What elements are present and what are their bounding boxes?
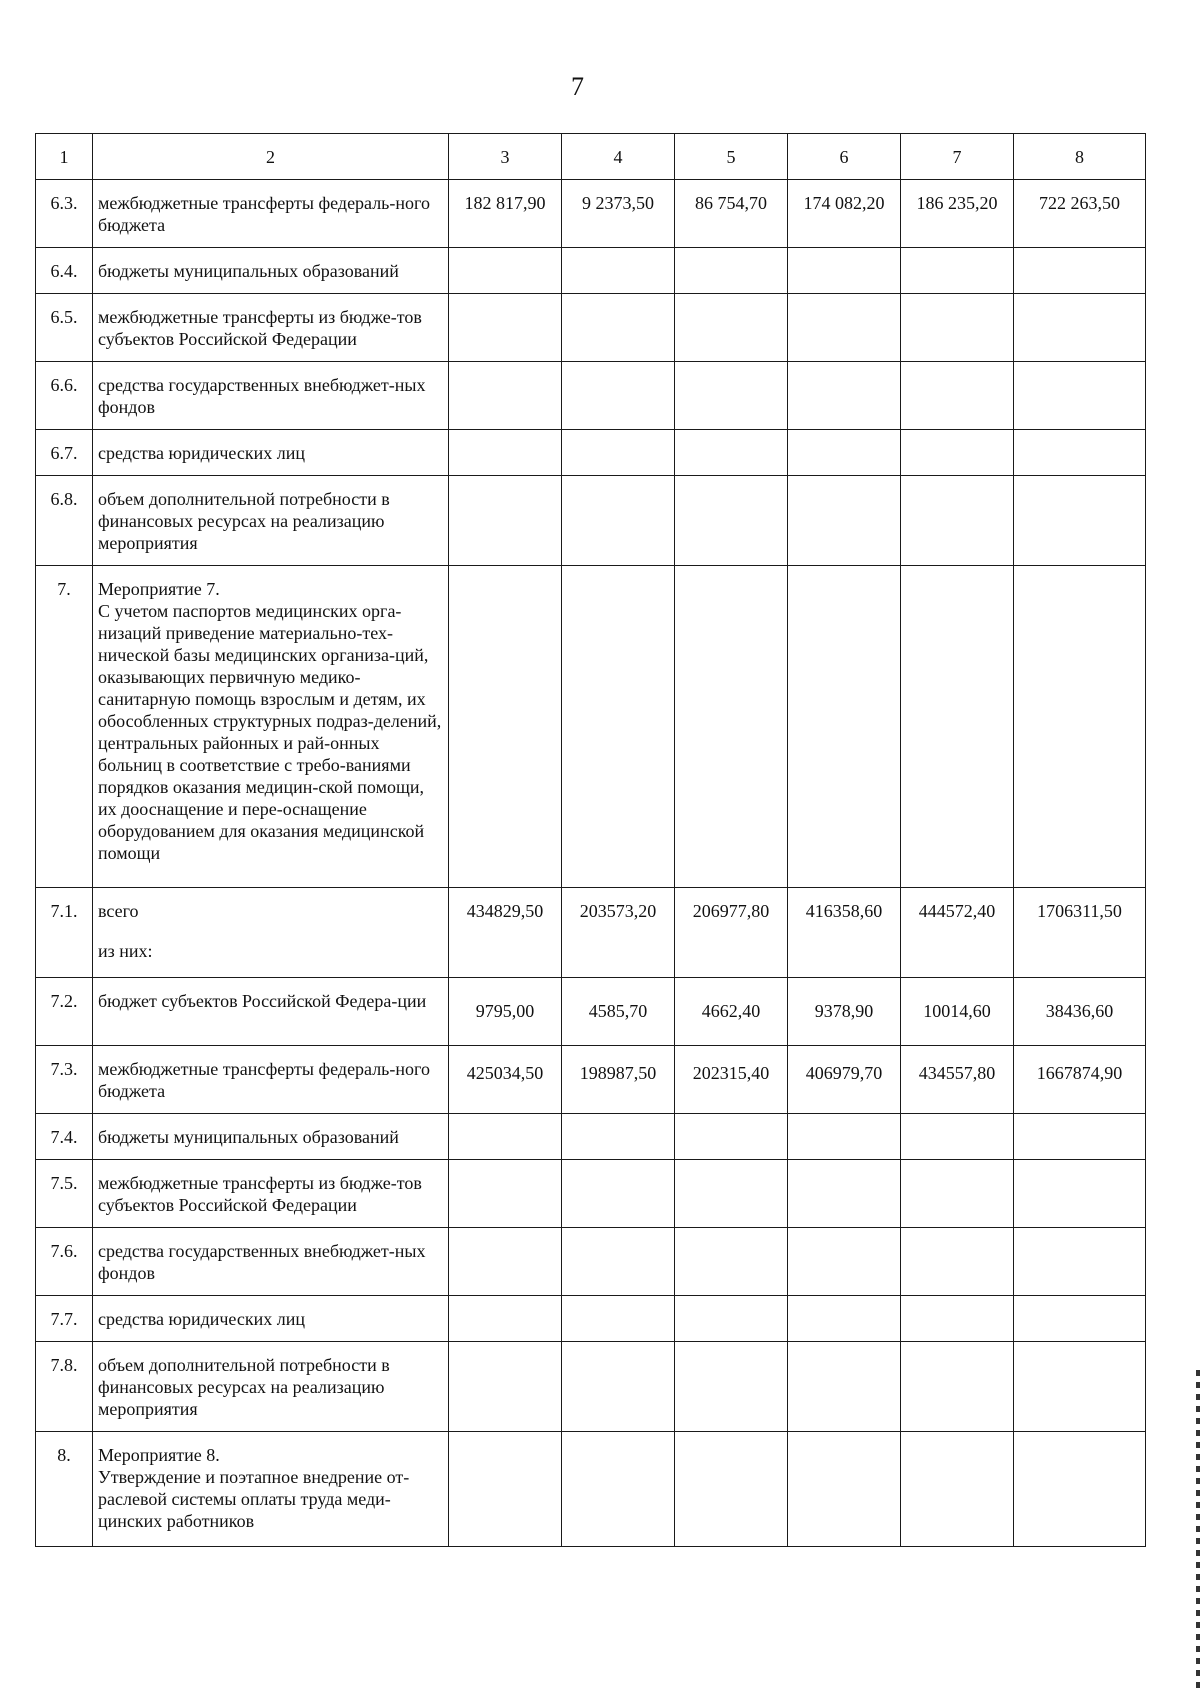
row-number-cell: 6.3. bbox=[36, 180, 93, 248]
value-cell bbox=[562, 1342, 675, 1432]
row-number-cell: 7.2. bbox=[36, 978, 93, 1046]
header-cell: 7 bbox=[901, 134, 1014, 180]
description-cell bbox=[93, 1342, 449, 1432]
value-cell bbox=[788, 248, 901, 294]
description-text: бюджет субъектов Российской Федера-ции bbox=[98, 991, 427, 1011]
description-cell bbox=[93, 888, 449, 978]
description-cell bbox=[93, 1432, 449, 1547]
value-cell bbox=[675, 362, 788, 430]
description-cell bbox=[93, 294, 449, 362]
table-row bbox=[36, 1296, 1146, 1342]
description-text: всего bbox=[98, 901, 139, 921]
value-cell: 1706311,50 bbox=[1014, 888, 1146, 978]
value-cell: 444572,40 bbox=[901, 888, 1014, 978]
description-text: межбюджетные трансферты федераль-ного бюджета bbox=[98, 1059, 430, 1101]
page-number: 7 bbox=[571, 72, 584, 101]
description-text: средства государственных внебюджет-ных фондов bbox=[98, 375, 426, 417]
value-cell bbox=[1014, 248, 1146, 294]
row-number-cell: 6.7. bbox=[36, 430, 93, 476]
value-cell: 4662,40 bbox=[675, 978, 788, 1046]
row-number-cell: 7.5. bbox=[36, 1160, 93, 1228]
table-row bbox=[36, 1342, 1146, 1432]
value-cell bbox=[788, 1296, 901, 1342]
value-cell: 206977,80 bbox=[675, 888, 788, 978]
measure-title: Мероприятие 7. bbox=[98, 579, 220, 599]
value-cell bbox=[901, 294, 1014, 362]
financing-table bbox=[35, 133, 1146, 1547]
value-cell: 202315,40 bbox=[675, 1046, 788, 1114]
scan-edge-marks bbox=[1196, 1370, 1200, 1690]
value-cell: 38436,60 bbox=[1014, 978, 1146, 1046]
description-text: объем дополнительной потребности в финансовых ресурсах на реализацию мероприятия bbox=[98, 489, 390, 553]
row-number-cell: 6.4. bbox=[36, 248, 93, 294]
value-cell bbox=[562, 294, 675, 362]
value-cell bbox=[562, 566, 675, 888]
table-row bbox=[36, 294, 1146, 362]
value-cell bbox=[901, 1228, 1014, 1296]
header-cell: 1 bbox=[36, 134, 93, 180]
value-cell bbox=[675, 294, 788, 362]
value-cell bbox=[675, 1342, 788, 1432]
value-cell bbox=[449, 1114, 562, 1160]
value-cell bbox=[788, 476, 901, 566]
value-cell: 4585,70 bbox=[562, 978, 675, 1046]
value-cell bbox=[901, 1160, 1014, 1228]
value-cell bbox=[901, 430, 1014, 476]
value-cell: 1667874,90 bbox=[1014, 1046, 1146, 1114]
value-cell: 174 082,20 bbox=[788, 180, 901, 248]
value-cell: 722 263,50 bbox=[1014, 180, 1146, 248]
value-cell bbox=[1014, 362, 1146, 430]
description-text: С учетом паспортов медицинских орга-низаций приведение материально-тех-нической базы медицинских организа-ций, оказывающих первичную медико-санитарную помощь взрослым и детям, их обособленных структурных подраз-делений, центральных районных и рай-онных больниц в соответствие с требо-ваниями порядков оказания медицин-ской помощи, их дооснащение и пере-оснащение оборудованием для оказания медицинской помощи bbox=[98, 601, 442, 863]
value-cell bbox=[901, 1432, 1014, 1547]
table-row bbox=[36, 1046, 1146, 1114]
description-text: Утверждение и поэтапное внедрение от-раслевой системы оплаты труда меди-цинских работников bbox=[98, 1467, 410, 1531]
value-cell bbox=[1014, 1114, 1146, 1160]
description-cell bbox=[93, 1160, 449, 1228]
row-number-cell: 7.3. bbox=[36, 1046, 93, 1114]
value-cell bbox=[675, 476, 788, 566]
value-cell: 186 235,20 bbox=[901, 180, 1014, 248]
description-cell bbox=[93, 1046, 449, 1114]
value-cell bbox=[1014, 294, 1146, 362]
value-cell bbox=[562, 476, 675, 566]
value-cell bbox=[449, 1228, 562, 1296]
value-cell bbox=[449, 294, 562, 362]
value-cell bbox=[788, 362, 901, 430]
table-row bbox=[36, 1432, 1146, 1547]
value-cell: 203573,20 bbox=[562, 888, 675, 978]
value-cell: 86 754,70 bbox=[675, 180, 788, 248]
value-cell bbox=[449, 430, 562, 476]
header-cell: 4 bbox=[562, 134, 675, 180]
value-cell bbox=[788, 1342, 901, 1432]
value-cell bbox=[675, 1296, 788, 1342]
description-cell bbox=[93, 430, 449, 476]
header-row bbox=[36, 134, 1146, 180]
value-cell bbox=[449, 248, 562, 294]
description-text: межбюджетные трансферты федераль-ного бюджета bbox=[98, 193, 430, 235]
description-text: межбюджетные трансферты из бюдже-тов субъектов Российской Федерации bbox=[98, 307, 422, 349]
table-row bbox=[36, 566, 1146, 888]
description-cell bbox=[93, 1296, 449, 1342]
value-cell bbox=[1014, 1296, 1146, 1342]
value-cell bbox=[1014, 1432, 1146, 1547]
value-cell bbox=[788, 1228, 901, 1296]
value-cell bbox=[901, 248, 1014, 294]
value-cell bbox=[788, 1114, 901, 1160]
description-text: бюджеты муниципальных образований bbox=[98, 261, 399, 281]
value-cell bbox=[675, 430, 788, 476]
table-row bbox=[36, 476, 1146, 566]
value-cell bbox=[901, 1296, 1014, 1342]
description-text: бюджеты муниципальных образований bbox=[98, 1127, 399, 1147]
value-cell: 9378,90 bbox=[788, 978, 901, 1046]
table-row bbox=[36, 180, 1146, 248]
row-number-cell: 7.6. bbox=[36, 1228, 93, 1296]
value-cell bbox=[901, 1114, 1014, 1160]
value-cell: 425034,50 bbox=[449, 1046, 562, 1114]
value-cell bbox=[675, 1114, 788, 1160]
description-cell bbox=[93, 566, 449, 888]
table-row bbox=[36, 430, 1146, 476]
row-number-cell: 6.6. bbox=[36, 362, 93, 430]
value-cell bbox=[1014, 1160, 1146, 1228]
value-cell bbox=[562, 1114, 675, 1160]
value-cell: 198987,50 bbox=[562, 1046, 675, 1114]
value-cell bbox=[562, 1432, 675, 1547]
description-text: средства юридических лиц bbox=[98, 1309, 305, 1329]
row-number-cell: 8. bbox=[36, 1432, 93, 1547]
description-text: объем дополнительной потребности в финансовых ресурсах на реализацию мероприятия bbox=[98, 1355, 390, 1419]
value-cell bbox=[901, 476, 1014, 566]
table-row bbox=[36, 978, 1146, 1046]
description-cell bbox=[93, 248, 449, 294]
value-cell bbox=[449, 1342, 562, 1432]
value-cell bbox=[788, 1160, 901, 1228]
header-cell: 2 bbox=[93, 134, 449, 180]
value-cell: 434557,80 bbox=[901, 1046, 1014, 1114]
value-cell bbox=[675, 566, 788, 888]
value-cell bbox=[449, 1296, 562, 1342]
table-row bbox=[36, 362, 1146, 430]
value-cell bbox=[901, 362, 1014, 430]
value-cell: 9 2373,50 bbox=[562, 180, 675, 248]
value-cell bbox=[449, 362, 562, 430]
description-cell bbox=[93, 180, 449, 248]
value-cell bbox=[562, 430, 675, 476]
description-subtext: из них: bbox=[98, 941, 153, 961]
value-cell bbox=[449, 476, 562, 566]
description-cell bbox=[93, 1114, 449, 1160]
value-cell bbox=[788, 1432, 901, 1547]
value-cell bbox=[675, 1160, 788, 1228]
value-cell bbox=[901, 1342, 1014, 1432]
row-number-cell: 7.7. bbox=[36, 1296, 93, 1342]
value-cell bbox=[562, 1228, 675, 1296]
value-cell: 10014,60 bbox=[901, 978, 1014, 1046]
table-row bbox=[36, 248, 1146, 294]
value-cell bbox=[788, 430, 901, 476]
value-cell bbox=[1014, 476, 1146, 566]
row-number-cell: 7.8. bbox=[36, 1342, 93, 1432]
value-cell bbox=[562, 1160, 675, 1228]
value-cell bbox=[449, 566, 562, 888]
value-cell bbox=[788, 294, 901, 362]
value-cell bbox=[1014, 1342, 1146, 1432]
value-cell: 434829,50 bbox=[449, 888, 562, 978]
table-row bbox=[36, 888, 1146, 978]
description-cell bbox=[93, 362, 449, 430]
value-cell bbox=[1014, 566, 1146, 888]
value-cell bbox=[675, 248, 788, 294]
value-cell bbox=[901, 566, 1014, 888]
row-number-cell: 6.5. bbox=[36, 294, 93, 362]
description-cell bbox=[93, 1228, 449, 1296]
value-cell bbox=[562, 1296, 675, 1342]
header-cell: 3 bbox=[449, 134, 562, 180]
description-cell bbox=[93, 476, 449, 566]
description-text: средства государственных внебюджет-ных фондов bbox=[98, 1241, 426, 1283]
value-cell: 9795,00 bbox=[449, 978, 562, 1046]
header-cell: 5 bbox=[675, 134, 788, 180]
value-cell bbox=[675, 1228, 788, 1296]
header-cell: 6 bbox=[788, 134, 901, 180]
row-number-cell: 7.1. bbox=[36, 888, 93, 978]
table-row bbox=[36, 1228, 1146, 1296]
table-row bbox=[36, 1114, 1146, 1160]
row-number-cell: 6.8. bbox=[36, 476, 93, 566]
value-cell bbox=[562, 248, 675, 294]
measure-title: Мероприятие 8. bbox=[98, 1445, 220, 1465]
row-number-cell: 7. bbox=[36, 566, 93, 888]
value-cell bbox=[449, 1160, 562, 1228]
description-text: межбюджетные трансферты из бюдже-тов субъектов Российской Федерации bbox=[98, 1173, 422, 1215]
value-cell bbox=[675, 1432, 788, 1547]
value-cell: 182 817,90 bbox=[449, 180, 562, 248]
value-cell: 416358,60 bbox=[788, 888, 901, 978]
table-row bbox=[36, 1160, 1146, 1228]
value-cell bbox=[449, 1432, 562, 1547]
description-text: средства юридических лиц bbox=[98, 443, 305, 463]
value-cell bbox=[1014, 1228, 1146, 1296]
header-cell: 8 bbox=[1014, 134, 1146, 180]
value-cell bbox=[562, 362, 675, 430]
value-cell bbox=[1014, 430, 1146, 476]
value-cell: 406979,70 bbox=[788, 1046, 901, 1114]
row-number-cell: 7.4. bbox=[36, 1114, 93, 1160]
value-cell bbox=[788, 566, 901, 888]
description-cell bbox=[93, 978, 449, 1046]
